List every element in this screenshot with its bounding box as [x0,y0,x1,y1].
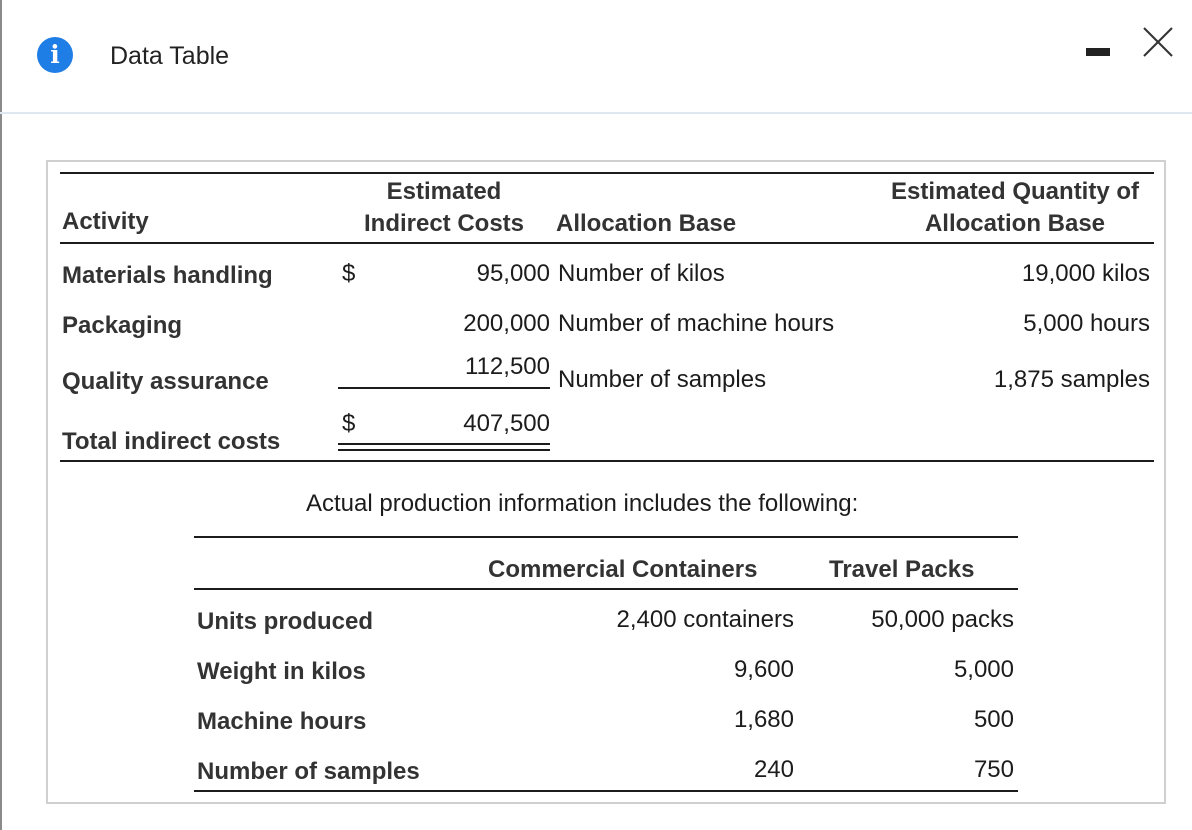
header-quantity-line2: Allocation Base [924,210,1106,237]
info-icon: i [37,37,73,73]
header-indirect-line2: Indirect Costs [363,210,525,237]
row-quantity: 1,875 samples [993,366,1150,393]
intro-text: Actual production information includes the following: [306,490,859,517]
header-travel-packs: Travel Packs [829,556,975,583]
row-cost: 112,500 [465,353,550,380]
table-bottom-rule [194,790,1018,792]
row-value-packs: 500 [973,706,1014,733]
table-top-rule [60,172,1154,174]
row-activity: Materials handling [62,262,273,289]
row-value-containers: 1,680 [733,706,794,733]
subtotal-rule [338,387,550,389]
close-button[interactable] [1140,24,1176,60]
row-value-containers: 9,600 [733,656,794,683]
row-base: Number of kilos [558,260,725,287]
table-bottom-rule [60,460,1154,462]
row-base: Number of samples [558,366,767,393]
row-value-packs: 750 [973,756,1014,783]
row-value-packs: 5,000 [953,656,1014,683]
header-commercial-containers: Commercial Containers [488,556,758,583]
row-activity: Packaging [62,312,183,339]
header-quantity-line1: Estimated Quantity of [890,178,1140,205]
header-rule [60,242,1154,244]
total-cost: 407,500 [463,410,550,437]
row-activity: Quality assurance [62,368,269,395]
row-value-containers: 240 [753,756,794,783]
header-indirect-line1: Estimated [386,178,502,205]
row-quantity: 5,000 hours [1023,310,1150,337]
total-double-rule-top [338,443,550,445]
header-allocation-base: Allocation Base [556,210,737,237]
row-label: Machine hours [197,708,367,735]
header-activity: Activity [62,208,149,235]
row-base: Number of machine hours [558,310,835,337]
row-value-containers: 2,400 containers [616,606,794,633]
row-value-packs: 50,000 packs [871,606,1014,633]
row-quantity: 19,000 kilos [1021,260,1150,287]
row-label: Number of samples [197,758,420,785]
total-label: Total indirect costs [62,428,281,455]
minimize-button[interactable] [1084,42,1114,72]
title-bar [0,0,1192,114]
total-double-rule-bottom [338,449,550,451]
row-label: Units produced [197,608,374,635]
table-top-rule [194,536,1018,538]
row-cost: 200,000 [463,310,550,337]
header-rule [194,588,1018,590]
row-label: Weight in kilos [197,658,366,685]
row-currency: $ [342,260,356,287]
close-icon [1140,24,1176,60]
window-title: Data Table [110,42,230,70]
total-currency: $ [342,410,356,437]
row-cost: 95,000 [476,260,550,287]
